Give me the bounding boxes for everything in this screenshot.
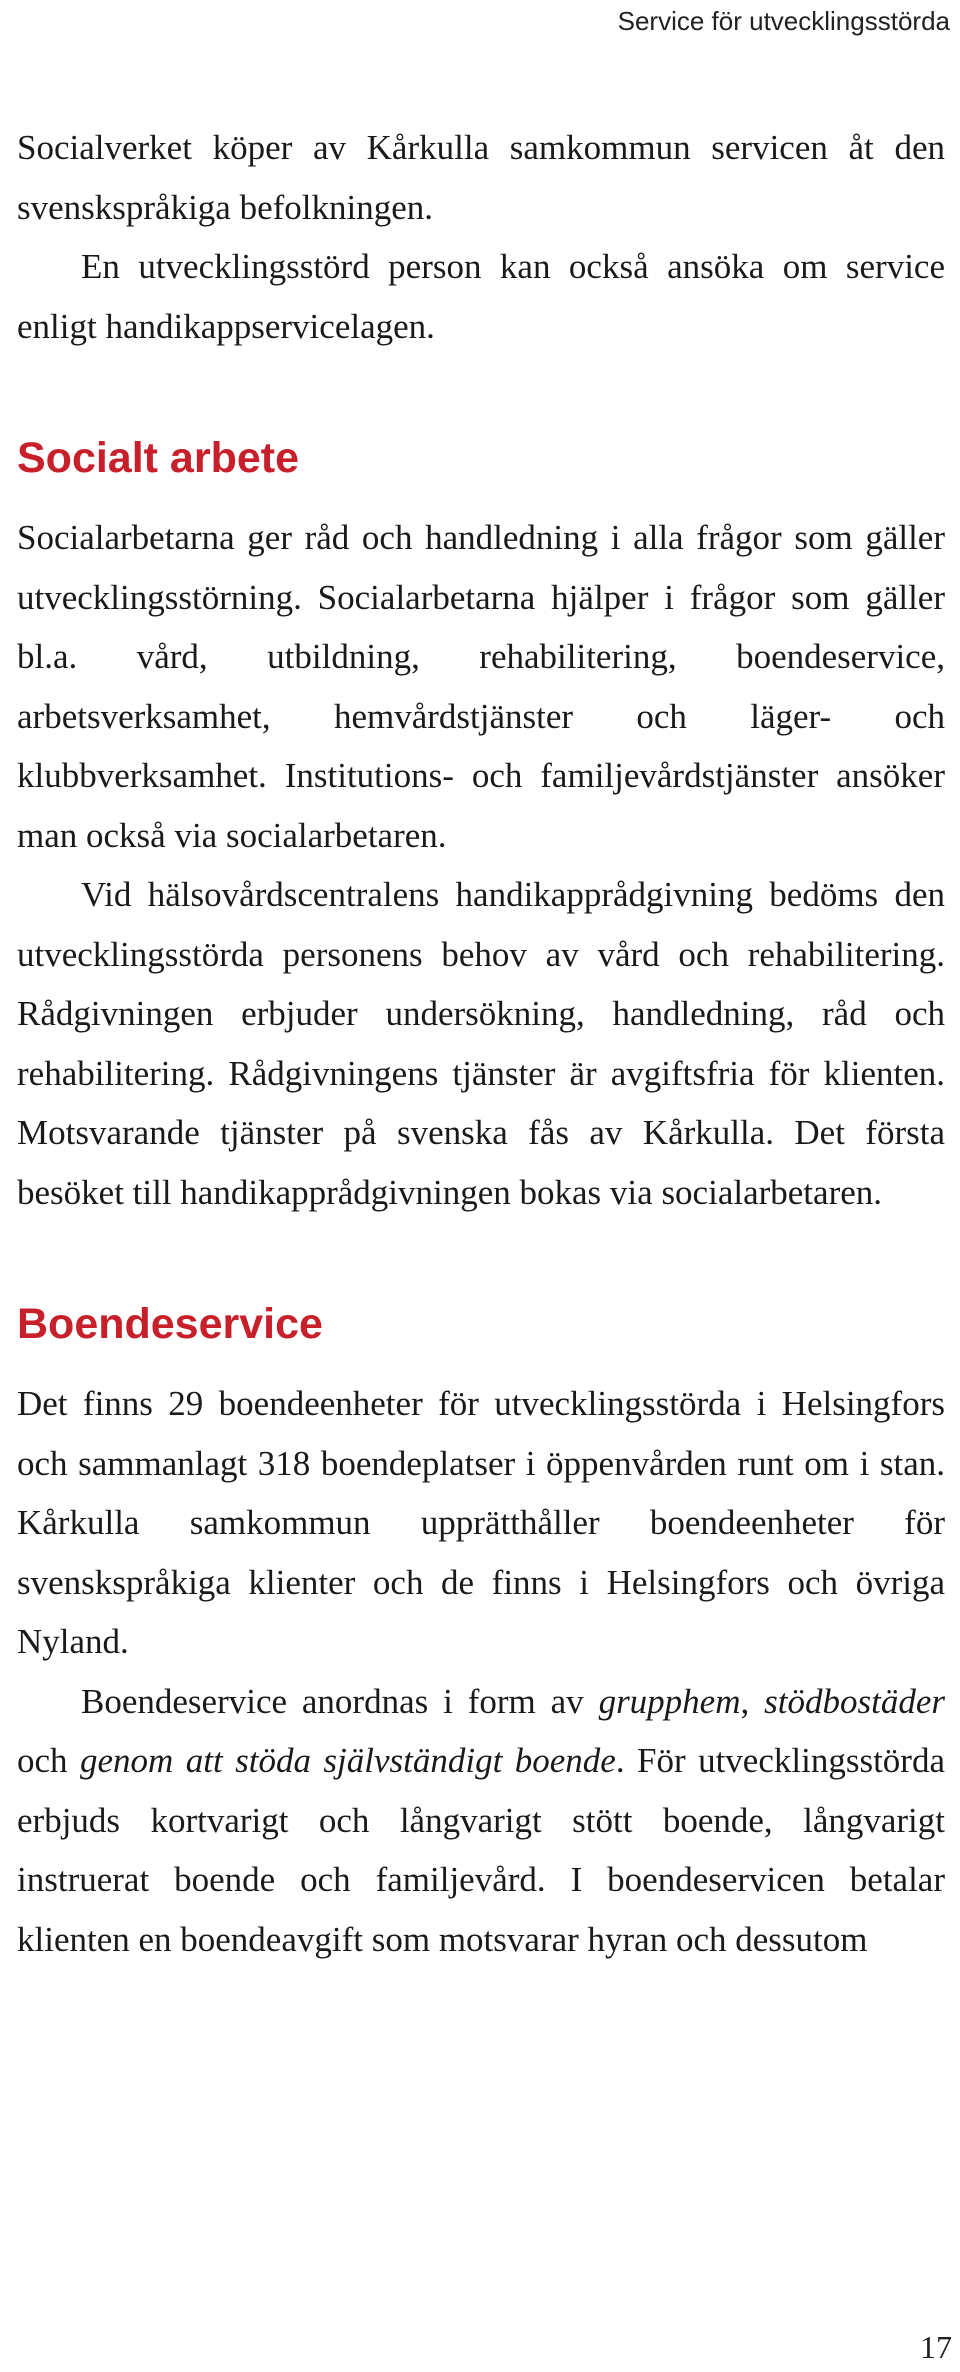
text-run: . För utvecklingsstörda erbjuds kortvarigt och långvarigt stött boende, långvarigt instruerat boende och familjevård. I boendeservicen betalar klienten en boendeavgift som motsvarar hyran och dessutom <box>17 1741 945 1959</box>
emphasis-grupphem: grupphem <box>598 1681 741 1721</box>
text-run: Boendeservice anordnas i form av <box>81 1681 599 1721</box>
boendeservice-paragraph-1: Det finns 29 boendeenheter för utvecklingsstörda i Helsingfors och sammanlagt 318 boendeplatser i öppenvården runt om i stan. Kårkulla samkommun upprätthåller boendeenheter för svenskspråkiga klienter och de finns i Helsingfors och övriga Nyland. <box>17 1384 945 1661</box>
spacer <box>17 1222 945 1294</box>
intro-paragraph-1: Socialverket köper av Kårkulla samkommun servicen åt den svenskspråkiga befolkningen. <box>17 128 945 227</box>
page-number: 17 <box>920 2329 952 2365</box>
socialt-arbete-paragraph-1: Socialarbetarna ger råd och handledning i alla frågor som gäller utvecklingsstörning. Socialarbetarna hjälper i frågor som gäller bl.a. vård, utbildning, rehabilitering, boendeservice, arbetsverksamhet, hemvårdstjänster och läger- och klubbverksamhet. Institutions- och familjevårdstjänster ansöker man också via socialarbetaren. <box>17 518 945 855</box>
boendeservice-paragraph-2 <box>17 1672 945 1970</box>
spacer <box>17 356 945 428</box>
text-run: , <box>740 1681 765 1721</box>
emphasis-sjalvstandigt-boende: genom att stöda självständigt boende <box>79 1741 616 1780</box>
emphasis-stodbostader: stödbostäder <box>764 1681 945 1721</box>
spacer <box>17 1354 945 1374</box>
socialt-arbete-paragraph-2: Vid hälsovårdscentralens handikapprådgivning bedöms den utvecklingsstörda personens behov av vård och rehabilitering. Rådgivningen erbjuder undersökning, handledning, råd och rehabilitering. Rådgivningens tjänster är avgiftsfria för klienten. Motsvarande tjänster på svenska fås av Kårkulla. Det första besöket till handikapprådgivningen bokas via socialarbetaren. <box>17 875 945 1212</box>
running-header: Service för utvecklingsstörda <box>617 6 950 36</box>
section-heading-socialt-arbete: Socialt arbete <box>17 434 299 482</box>
intro-paragraph-2: En utvecklingsstörd person kan också ansöka om service enligt handikappservicelagen. <box>17 247 945 346</box>
spacer <box>17 488 945 508</box>
section-heading-boendeservice: Boendeservice <box>17 1300 323 1348</box>
page-content <box>17 118 945 1969</box>
text-run: och <box>17 1741 80 1780</box>
